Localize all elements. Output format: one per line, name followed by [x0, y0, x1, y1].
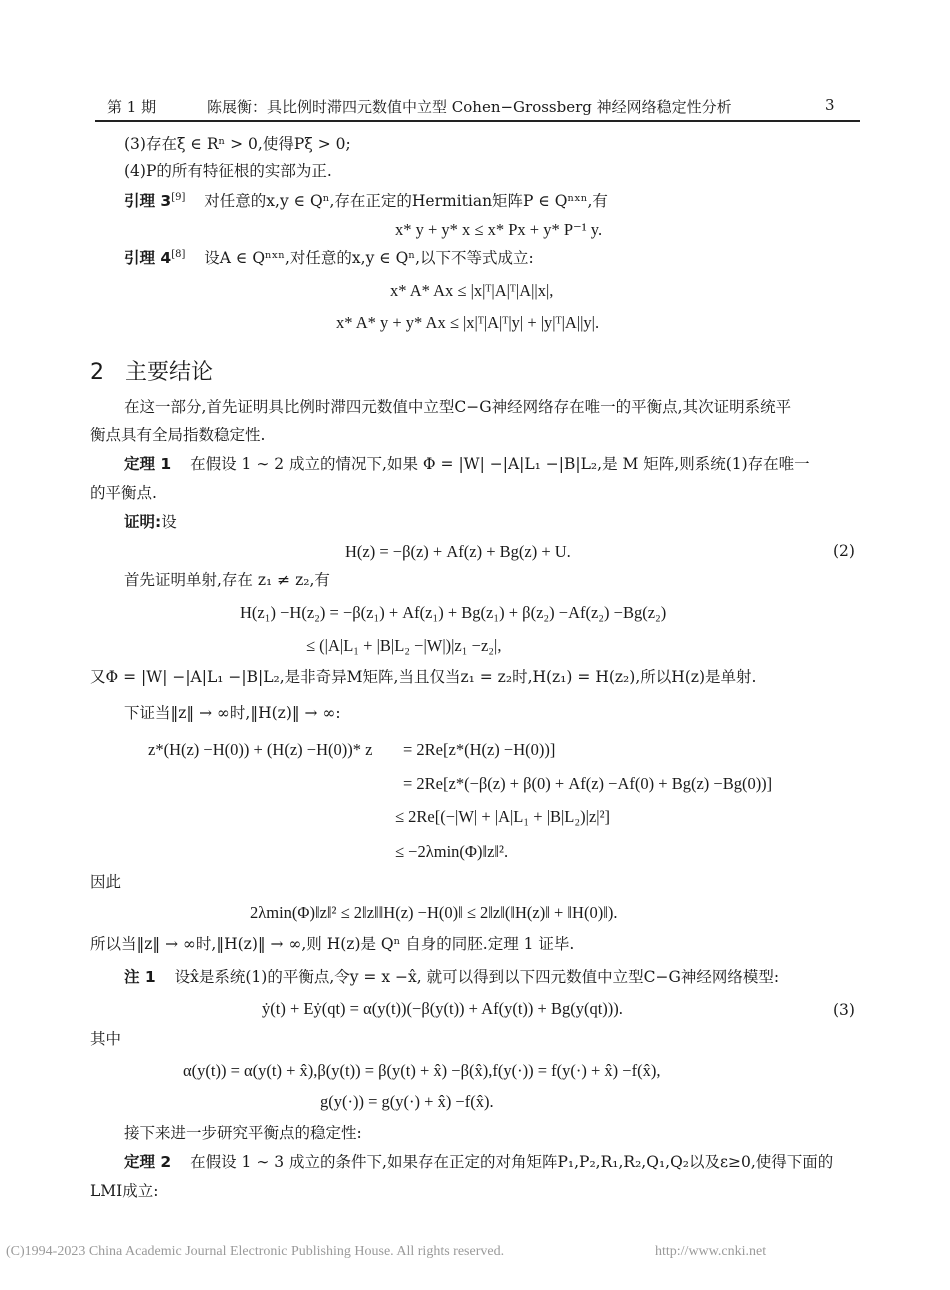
- proof: [124, 515, 177, 531]
- theorem-2-text: 在假设 1 ∼ 3 成立的条件下,如果存在正定的对角矩阵P₁,P₂,R₁,R₂,Q₁,Q₂以及ε≥0,使得下面的: [190, 1153, 834, 1171]
- proof-text: 设: [161, 513, 177, 531]
- theorem-1-text: 在假设 1 ∼ 2 成立的情况下,如果 Φ = |W| −|A|L₁ −|B|L₂,是 M 矩阵,则系统(1)存在唯一: [190, 455, 810, 473]
- intro-line-2: 衡点具有全局指数稳定性.: [90, 426, 266, 444]
- bound-equation: 2λmin(Φ)‖z‖² ≤ 2‖z‖‖H(z) −H(0)‖ ≤ 2‖z‖(‖H(z)‖ + ‖H(0)‖).: [250, 903, 618, 922]
- derivation-lhs: z*(H(z) −H(0)) + (H(z) −H(0))* z: [148, 740, 373, 759]
- note-1: [124, 970, 779, 986]
- lemma-3-ref: [9]: [171, 192, 186, 203]
- lemma-3-label: 引理 3: [124, 192, 172, 211]
- condition-3: (3)存在ξ ∈ Rⁿ > 0,使得Pξ > 0;: [124, 135, 351, 153]
- section-heading: [90, 355, 213, 386]
- copyright-footer: (C)1994-2023 China Academic Journal Electronic Publishing House. All rights reserved.: [6, 1244, 505, 1259]
- proof-label: 证明:: [124, 513, 162, 531]
- section-number: 2: [90, 360, 104, 385]
- intro-line-1: 在这一部分,首先证明具比例时滞四元数值中立型C−G神经网络存在唯一的平衡点,其次证明系统平: [124, 398, 792, 416]
- derivation-step-3: ≤ 2Re[(−|W| + |A|L₁ + |B|L₂)|z|²]: [395, 807, 611, 826]
- theorem-1-text-cont: 的平衡点.: [90, 484, 157, 502]
- equation-2-number: (2): [833, 542, 855, 560]
- lemma-4-equation-2: x* A* y + y* Ax ≤ |x|ᵀ|A|ᵀ|y| + |y|ᵀ|A||y|.: [336, 313, 600, 332]
- lemma-4-text: 设A ∈ Qⁿˣⁿ,对任意的x,y ∈ Qⁿ,以下不等式成立:: [204, 249, 534, 268]
- derivation-step-2: = 2Re[z*(−β(z) + β(0) + Af(z) −Af(0) + Bg(z) −Bg(0))]: [403, 774, 773, 793]
- theorem-1-label: 定理 1: [124, 455, 172, 473]
- lemma-3-text: 对任意的x,y ∈ Qⁿ,存在正定的Hermitian矩阵P ∈ Qⁿˣⁿ,有: [204, 192, 608, 211]
- note-1-label: 注 1: [124, 968, 156, 986]
- derivation-step-4: ≤ −2λmin(Φ)‖z‖².: [395, 842, 509, 861]
- issue-label: 第 1 期: [107, 98, 157, 116]
- lemma-4: [124, 250, 534, 267]
- theorem-1: [124, 457, 810, 473]
- lemma-4-ref: [8]: [171, 249, 186, 260]
- footer-url: http://www.cnki.net: [655, 1244, 767, 1259]
- running-title: 陈展衡：具比例时滞四元数值中立型 Cohen−Grossberg 神经网络稳定性分析: [207, 98, 732, 116]
- condition-4: (4)P的所有特征根的实部为正.: [124, 162, 332, 180]
- note-1-text: 设x̂是系统(1)的平衡点,令y = x −x̂, 就可以得到以下四元数值中立型C−G神经网络模型:: [174, 968, 780, 986]
- header-rule: [95, 120, 860, 122]
- equation-3: ẏ(t) + Eẏ(qt) = α(y(t))(−β(y(t)) + Af(y(t)) + Bg(y(qt))).: [262, 999, 623, 1018]
- theorem-2-label: 定理 2: [124, 1153, 172, 1171]
- equation-2: H(z) = −β(z) + Af(z) + Bg(z) + U.: [345, 542, 571, 561]
- lemma-4-equation-1: x* A* Ax ≤ |x|ᵀ|A|ᵀ|A||x|,: [390, 281, 554, 300]
- injective-intro: 首先证明单射,存在 z₁ ≠ z₂,有: [124, 571, 330, 589]
- definitions-1: α(y(t)) = α(y(t) + x̂),β(y(t)) = β(y(t) + x̂) −β(x̂),f(y(·)) = f(y(·) + x̂) −f(x̂),: [183, 1061, 661, 1080]
- injective-eq-2: ≤ (|A|L₁ + |B|L₂ −|W|)|z₁ −z₂|,: [306, 636, 502, 655]
- theorem-2-text-cont: LMI成立:: [90, 1182, 159, 1200]
- equation-3-number: (3): [833, 1001, 855, 1019]
- page-number: 3: [825, 96, 835, 114]
- definitions-2: g(y(·)) = g(y(·) + x̂) −f(x̂).: [320, 1092, 494, 1111]
- norm-claim: 下证当‖z‖ → ∞时,‖H(z)‖ → ∞:: [124, 704, 341, 722]
- lemma-3: [124, 193, 608, 210]
- injective-eq-1: H(z₁) −H(z₂) = −β(z₁) + Af(z₁) + Bg(z₁) + β(z₂) −Af(z₂) −Bg(z₂): [240, 603, 667, 622]
- therefore: 因此: [90, 873, 122, 891]
- where-label: 其中: [90, 1030, 122, 1048]
- theorem-1-conclusion: 所以当‖z‖ → ∞时,‖H(z)‖ → ∞,则 H(z)是 Qⁿ 自身的同胚.定理 1 证毕.: [90, 935, 575, 953]
- theorem-2: [124, 1155, 833, 1171]
- derivation-step-1: = 2Re[z*(H(z) −H(0))]: [403, 740, 556, 759]
- injective-conclusion: 又Φ = |W| −|A|L₁ −|B|L₂,是非奇异M矩阵,当且仅当z₁ = z₂时,H(z₁) = H(z₂),所以H(z)是单射.: [90, 668, 757, 686]
- section-title: 主要结论: [125, 360, 214, 385]
- lemma-3-equation: x* y + y* x ≤ x* Px + y* P⁻¹ y.: [395, 220, 603, 239]
- stability-intro: 接下来进一步研究平衡点的稳定性:: [124, 1124, 362, 1142]
- lemma-4-label: 引理 4: [124, 249, 172, 268]
